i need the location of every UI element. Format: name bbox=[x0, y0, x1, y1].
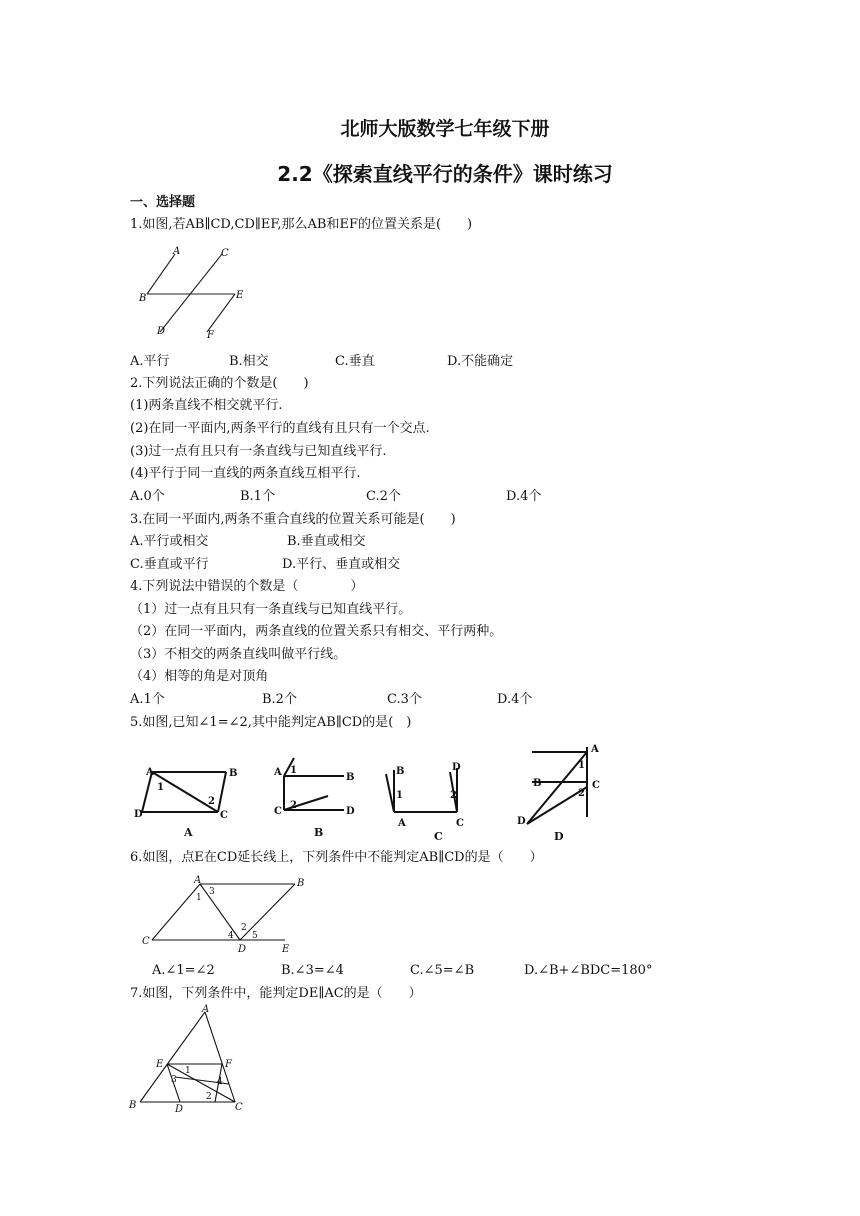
fig6-label-E: E bbox=[282, 944, 290, 955]
fig5a-angle-1: 1 bbox=[157, 782, 164, 793]
fig5-caption-d: D bbox=[554, 830, 564, 843]
q4-option-b: B.2个 bbox=[262, 692, 297, 707]
q2-option-c: C.2个 bbox=[366, 489, 401, 504]
q2-statement-3: (3)过一点有且只有一条直线与已知直线平行. bbox=[130, 444, 387, 459]
fig7-angle-4: 4 bbox=[217, 1077, 223, 1087]
q6-option-c: C.∠5=∠B bbox=[410, 963, 475, 978]
fig5b-angle-1: 1 bbox=[290, 765, 297, 776]
q1-option-a: A.平行 bbox=[130, 354, 170, 369]
fig5d-label-B: B bbox=[533, 778, 542, 789]
fig5d-angle-1: 1 bbox=[578, 760, 585, 771]
fig7-label-A: A bbox=[202, 1004, 210, 1015]
q4-option-d: D.4个 bbox=[497, 692, 533, 707]
fig1-label-E: E bbox=[236, 290, 244, 301]
fig7-label-D: D bbox=[175, 1104, 184, 1115]
q2-statement-1: (1)两条直线不相交就平行. bbox=[130, 398, 283, 413]
question-7-figure bbox=[125, 1002, 255, 1117]
q2-option-b: B.1个 bbox=[240, 489, 275, 504]
fig1-label-C: C bbox=[221, 248, 229, 259]
question-6-stem: 6.如图，点E在CD延长线上，下列条件中不能判定AB∥CD的是（ ） bbox=[130, 850, 543, 865]
question-1-figure bbox=[135, 244, 260, 344]
q4-statement-2: （2）在同一平面内，两条直线的位置关系只有相交、平行两种。 bbox=[130, 624, 503, 639]
fig5a-angle-2: 2 bbox=[208, 796, 215, 807]
q1-option-c: C.垂直 bbox=[335, 354, 375, 369]
fig5c-angle-1: 1 bbox=[396, 790, 403, 801]
fig5d-label-C: C bbox=[592, 780, 600, 791]
q3-option-a: A.平行或相交 bbox=[130, 534, 209, 549]
q2-option-d: D.4个 bbox=[506, 489, 542, 504]
fig1-label-B: B bbox=[139, 293, 147, 304]
fig5-caption-b: B bbox=[314, 826, 324, 839]
fig6-angle-1: 1 bbox=[196, 893, 202, 903]
fig5b-label-A: A bbox=[274, 767, 282, 778]
fig5b-angle-2: 2 bbox=[290, 800, 297, 811]
document-subtitle: 2.2《探索直线平行的条件》课时练习 bbox=[277, 162, 613, 186]
fig5-caption-c: C bbox=[434, 830, 443, 843]
fig1-label-D: D bbox=[157, 326, 166, 337]
q2-statement-2: (2)在同一平面内,两条平行的直线有且只有一个交点. bbox=[130, 421, 430, 436]
fig5d-angle-2: 2 bbox=[578, 788, 585, 799]
fig5a-label-D: D bbox=[134, 809, 143, 820]
fig5d-label-A: A bbox=[591, 744, 599, 755]
fig6-angle-2: 2 bbox=[241, 923, 247, 933]
fig6-label-C: C bbox=[142, 936, 150, 947]
fig5c-label-B: B bbox=[396, 766, 405, 777]
fig1-label-A: A bbox=[173, 246, 181, 257]
question-5-figures bbox=[132, 742, 612, 842]
fig5a-label-A: A bbox=[146, 767, 154, 778]
q4-statement-4: （4）相等的角是对顶角 bbox=[130, 669, 269, 684]
q3-option-c: C.垂直或平行 bbox=[130, 557, 209, 572]
q2-statement-4: (4)平行于同一直线的两条直线互相平行. bbox=[130, 466, 361, 481]
q1-option-b: B.相交 bbox=[229, 354, 269, 369]
q3-option-d: D.平行、垂直或相交 bbox=[282, 557, 401, 572]
q4-statement-1: （1）过一点有且只有一条直线与已知直线平行。 bbox=[130, 602, 412, 617]
fig6-angle-5: 5 bbox=[252, 931, 258, 941]
fig5b-label-C: C bbox=[274, 806, 282, 817]
q3-option-b: B.垂直或相交 bbox=[287, 534, 366, 549]
section-heading: 一、选择题 bbox=[130, 195, 196, 210]
fig6-label-B: B bbox=[297, 878, 305, 889]
question-6-figure bbox=[140, 872, 310, 957]
question-7-stem: 7.如图，下列条件中，能判定DE∥AC的是（ ） bbox=[130, 986, 422, 1001]
q6-option-a: A.∠1=∠2 bbox=[152, 963, 215, 978]
fig5a-label-C: C bbox=[220, 810, 228, 821]
fig6-angle-3: 3 bbox=[209, 887, 215, 897]
fig6-angle-4: 4 bbox=[228, 931, 234, 941]
fig7-label-C: C bbox=[235, 1102, 243, 1113]
fig5c-label-C: C bbox=[456, 818, 464, 829]
q6-option-d: D.∠B+∠BDC=180° bbox=[524, 963, 653, 978]
fig1-label-F: F bbox=[207, 330, 214, 341]
fig7-angle-2: 2 bbox=[206, 1092, 212, 1102]
fig6-label-A: A bbox=[194, 875, 202, 886]
fig7-label-B: B bbox=[129, 1100, 137, 1111]
q1-option-d: D.不能确定 bbox=[447, 354, 514, 369]
fig6-label-D: D bbox=[238, 944, 247, 955]
q4-option-c: C.3个 bbox=[387, 692, 422, 707]
fig5-caption-a: A bbox=[184, 826, 193, 839]
fig7-angle-3: 3 bbox=[171, 1075, 177, 1085]
fig7-angle-1: 1 bbox=[185, 1066, 191, 1076]
question-1-stem: 1.如图,若AB∥CD,CD∥EF,那么AB和EF的位置关系是( ) bbox=[130, 217, 473, 232]
fig7-label-F: F bbox=[225, 1059, 232, 1070]
document-title: 北师大版数学七年级下册 bbox=[340, 118, 550, 140]
fig7-label-E: E bbox=[156, 1059, 164, 1070]
fig5c-label-A: A bbox=[398, 818, 406, 829]
question-4-stem: 4.下列说法中错误的个数是（ ） bbox=[130, 579, 364, 594]
fig5b-label-D: D bbox=[346, 806, 355, 817]
fig5c-label-D: D bbox=[452, 762, 461, 773]
fig5d-label-D: D bbox=[517, 816, 526, 827]
q2-option-a: A.0个 bbox=[130, 489, 165, 504]
q6-option-b: B.∠3=∠4 bbox=[281, 963, 344, 978]
fig5c-angle-2: 2 bbox=[450, 790, 457, 801]
fig5a-label-B: B bbox=[229, 768, 238, 779]
question-5-stem: 5.如图,已知∠1=∠2,其中能判定AB∥CD的是( ) bbox=[130, 715, 412, 730]
question-2-stem: 2.下列说法正确的个数是( ) bbox=[130, 376, 309, 391]
fig5b-label-B: B bbox=[346, 772, 355, 783]
q4-statement-3: （3）不相交的两条直线叫做平行线。 bbox=[130, 647, 347, 662]
q4-option-a: A.1个 bbox=[130, 692, 165, 707]
question-3-stem: 3.在同一平面内,两条不重合直线的位置关系可能是( ) bbox=[130, 512, 456, 527]
